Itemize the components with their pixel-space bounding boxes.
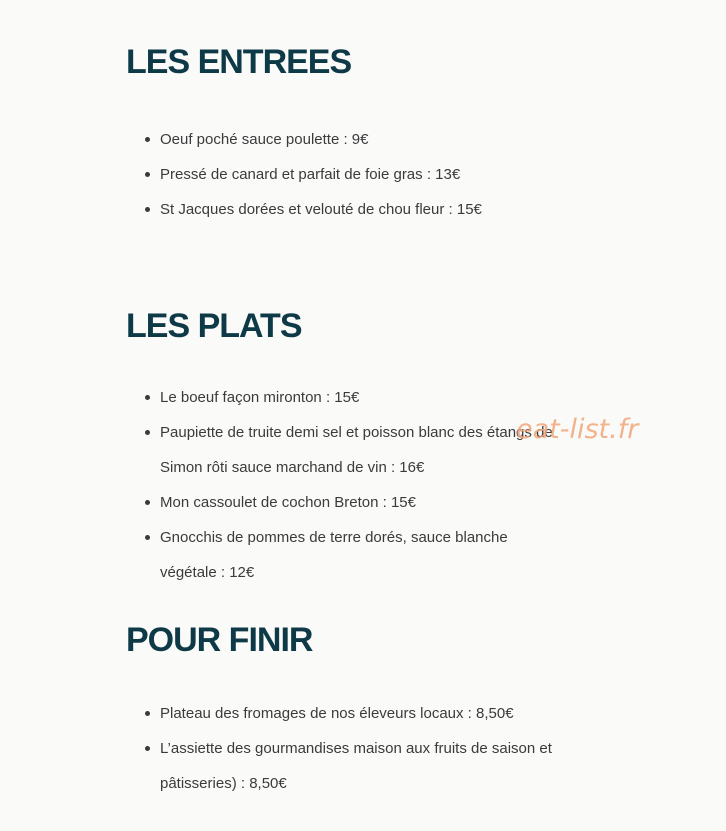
section-title-entrees: LES ENTREES: [126, 43, 352, 81]
menu-list-entrees: [140, 122, 620, 227]
menu-item: Gnocchis de pommes de terre dorés, sauce blanche végétale : 12€: [140, 520, 550, 590]
menu-list-pour-finir: [140, 696, 610, 801]
section-title-pour-finir: POUR FINIR: [126, 621, 313, 659]
menu-list-plats: [140, 380, 580, 590]
menu-item: Mon cassoulet de cochon Breton : 15€: [140, 485, 580, 520]
menu-item: Oeuf poché sauce poulette : 9€: [140, 122, 620, 157]
menu-item: St Jacques dorées et velouté de chou fleur : 15€: [140, 192, 620, 227]
menu-item: Pressé de canard et parfait de foie gras : 13€: [140, 157, 620, 192]
section-title-plats: LES PLATS: [126, 307, 302, 345]
watermark: eat-list.fr: [516, 414, 639, 445]
menu-item: L’assiette des gourmandises maison aux fruits de saison et pâtisseries) : 8,50€: [140, 731, 610, 801]
menu-item: Paupiette de truite demi sel et poisson blanc des étangs de Simon rôti sauce marchand de vin : 16€: [140, 415, 580, 485]
menu-item: Le boeuf façon mironton : 15€: [140, 380, 580, 415]
menu-item: Plateau des fromages de nos éleveurs locaux : 8,50€: [140, 696, 610, 731]
